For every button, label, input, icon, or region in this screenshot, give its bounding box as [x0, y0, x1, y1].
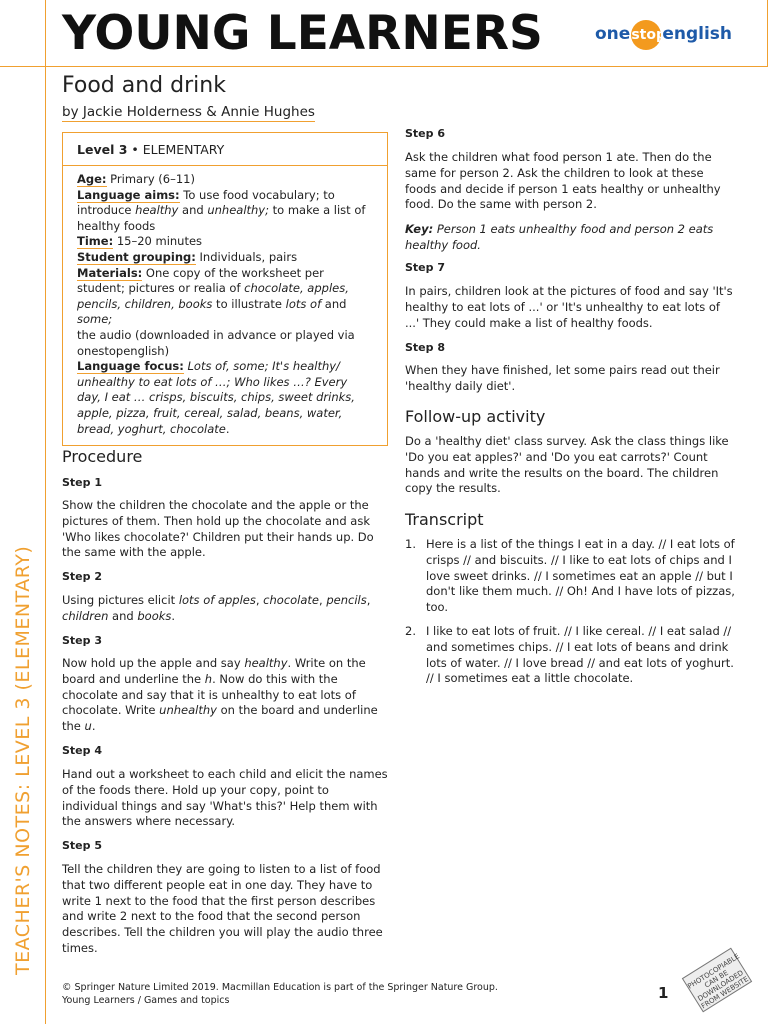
materials-italic: lots of — [285, 296, 322, 311]
aims-text: To use food vocabulary; to introduce — [77, 187, 335, 218]
step-2-part: , — [255, 593, 264, 607]
step-3-italic: healthy — [244, 656, 288, 670]
step-2-part: . — [171, 608, 176, 623]
onestopenglish-logo[interactable] — [595, 20, 732, 50]
materials-text: One copy of the worksheet per student; pictures or realia of — [77, 265, 324, 296]
header-divider — [0, 66, 768, 67]
level-line — [63, 133, 387, 166]
procedure-heading: Procedure — [62, 447, 143, 466]
focus-end: . — [225, 421, 230, 436]
materials-row — [77, 266, 373, 328]
aims-text: and — [178, 203, 208, 218]
step-7-text: In pairs, children look at the pictures of food and say 'It's healthy to eat lots of ...' or 'It's unhealthy to eat lots of ...' They could make a list of healthy foods. — [405, 284, 733, 330]
step-6-label: Step 6 — [405, 127, 445, 140]
step-2-italic: pencils — [326, 593, 367, 607]
key-label: Key: — [405, 222, 434, 236]
aims-label: Language aims: — [77, 187, 180, 202]
transcript-text: Here is a list of the things I eat in a day. // I eat lots of crisps // and biscuits. // I like to eat lots of chips and I love sweet drinks. // I sometimes eat an apple // but I don't like them much. // Oh! And I have lots of pizzas, too. — [426, 537, 735, 615]
step-2-text — [62, 593, 388, 625]
photocopiable-stamp: PHOTOCOPIABLE CAN BE DOWNLOADED FROM WEBSITE — [682, 948, 752, 1013]
step-1-text: Show the children the chocolate and the apple or the pictures of them. Then hold up the chocolate and ask 'Who likes chocolate?' Children put their hands up. Do the same with the apple. — [62, 498, 374, 560]
transcript-text: I like to eat lots of fruit. // I like cereal. // I eat salad // and sometimes chips. // I eat lots of beans and drink lots of water. // I love bread // and eat lots of yoghurt. // I sometimes eat a little chocolate. — [426, 623, 734, 686]
step-5-text: Tell the children they are going to listen to a list of food that two different people eat in one day. They have to write 1 next to the food that the first person describes and write 2 next to the food that the second person describes. Tell the children you will play the audio three times. — [62, 862, 383, 955]
age-label: Age: — [77, 172, 107, 186]
aims-italic: healthy — [135, 203, 179, 218]
side-label: TEACHER'S NOTES: LEVEL 3 (ELEMENTARY) — [12, 545, 34, 975]
step-3-part: Now hold up the apple and say — [62, 656, 245, 670]
level-label: Level 3 — [77, 142, 128, 157]
step-3-part: . — [91, 719, 96, 734]
info-body — [63, 166, 387, 445]
materials-italic: some; — [77, 312, 113, 327]
age-row — [77, 172, 373, 188]
age-value: Primary (6–11) — [106, 172, 195, 186]
step-8-label: Step 8 — [405, 341, 445, 354]
materials-label: Materials: — [77, 265, 143, 280]
transcript-item — [405, 624, 735, 687]
step-2-part: Using pictures elicit — [62, 593, 179, 607]
key-text: Person 1 eats unhealthy food and person 2 eats healthy food. — [405, 222, 714, 252]
materials-italic: chocolate, apples, pencils, children, books — [77, 281, 349, 311]
step-2-italic: books — [137, 608, 172, 623]
step-2-italic: children — [62, 608, 109, 623]
materials-text: and — [321, 296, 347, 311]
step-2-italic: lots of apples — [178, 593, 256, 607]
series-line: Young Learners / Games and topics — [62, 994, 230, 1006]
materials-text: to illustrate — [212, 296, 286, 311]
grouping-value: Individuals, pairs — [195, 249, 298, 264]
level-separator: • — [127, 142, 143, 157]
time-row — [77, 234, 373, 250]
materials-audio-row: the audio (downloaded in advance or played via onestopenglish) — [77, 327, 355, 358]
focus-label: Language focus: — [77, 359, 184, 374]
focus-row — [77, 359, 373, 437]
step-3-part: . Write on the board and underline the — [62, 656, 366, 686]
aims-row — [77, 188, 373, 235]
transcript-heading: Transcript — [405, 510, 484, 529]
document-title: Food and drink — [62, 73, 226, 98]
followup-text: Do a 'healthy diet' class survey. Ask the class things like 'Do you eat apples?' and 'Do you eat carrots?' Count hands and write the results on the board. The children copy the results. — [405, 434, 729, 496]
transcript-number: 2. — [405, 623, 416, 638]
step-2-part: and — [108, 608, 138, 623]
lesson-info-box — [62, 132, 388, 446]
key-answer — [405, 222, 735, 254]
logo-part-english: english — [662, 24, 732, 44]
transcript-item — [405, 537, 735, 616]
step-3-italic: u — [84, 719, 92, 734]
transcript-number: 1. — [405, 537, 416, 551]
step-4-text: Hand out a worksheet to each child and elicit the names of the foods there. Hold up your copy, point to individual things and say 'What's this?' Help them with the answers where necessary. — [62, 767, 388, 829]
level-value: ELEMENTARY — [142, 142, 225, 157]
focus-value: Lots of, some; It's healthy/ unhealthy to eat lots of …; Who likes …? Every day, I eat … crisps, biscuits, chips, sweet drinks, apple, pizza, fruit, cereal, salad, beans, water, bread, yoghurt, chocolate — [77, 359, 355, 436]
transcript-list — [405, 537, 735, 687]
logo-part-one: one — [595, 24, 631, 44]
step-3-part: on the board and underline the — [62, 703, 378, 734]
copyright-line: © Springer Nature Limited 2019. Macmillan Education is part of the Springer Nature Group. — [62, 982, 498, 993]
aims-text: to make a list of healthy foods — [77, 203, 366, 233]
step-5-label: Step 5 — [62, 839, 102, 852]
grouping-row — [77, 250, 373, 266]
logo-part-stop: stop — [631, 20, 661, 50]
authors: by Jackie Holderness & Annie Hughes — [62, 104, 315, 120]
step-1-label: Step 1 — [62, 476, 102, 489]
grouping-label: Student grouping: — [77, 249, 196, 264]
followup-heading: Follow-up activity — [405, 407, 546, 426]
step-8-text: When they have finished, let some pairs read out their 'healthy daily diet'. — [405, 363, 720, 393]
step-3-italic: h — [204, 671, 213, 686]
step-2-label: Step 2 — [62, 570, 102, 583]
step-6-text: Ask the children what food person 1 ate. Then do the same for person 2. Ask the children to look at these foods and decide if person 1 eats healthy or unhealthy food. Do the same with person 2. — [405, 150, 721, 212]
step-4-label: Step 4 — [62, 744, 102, 757]
aims-italic: unhealthy; — [207, 203, 269, 218]
page-number: 1 — [658, 984, 669, 1002]
step-2-italic: chocolate — [263, 593, 320, 607]
step-7-label: Step 7 — [405, 261, 445, 274]
step-2-part: , — [366, 593, 371, 607]
step-3-italic: unhealthy — [159, 703, 217, 718]
step-3-label: Step 3 — [62, 634, 102, 647]
time-label: Time: — [77, 234, 114, 249]
step-3-text — [62, 656, 388, 735]
brand-title: YOUNG LEARNERS — [62, 6, 543, 61]
step-3-part: . Now do this with the chocolate and say that it is unhealthy to eat lots of chocolate. Write — [62, 671, 356, 718]
footer — [62, 982, 498, 1007]
step-2-part: , — [319, 593, 327, 607]
time-value: 15–20 minutes — [113, 234, 203, 249]
